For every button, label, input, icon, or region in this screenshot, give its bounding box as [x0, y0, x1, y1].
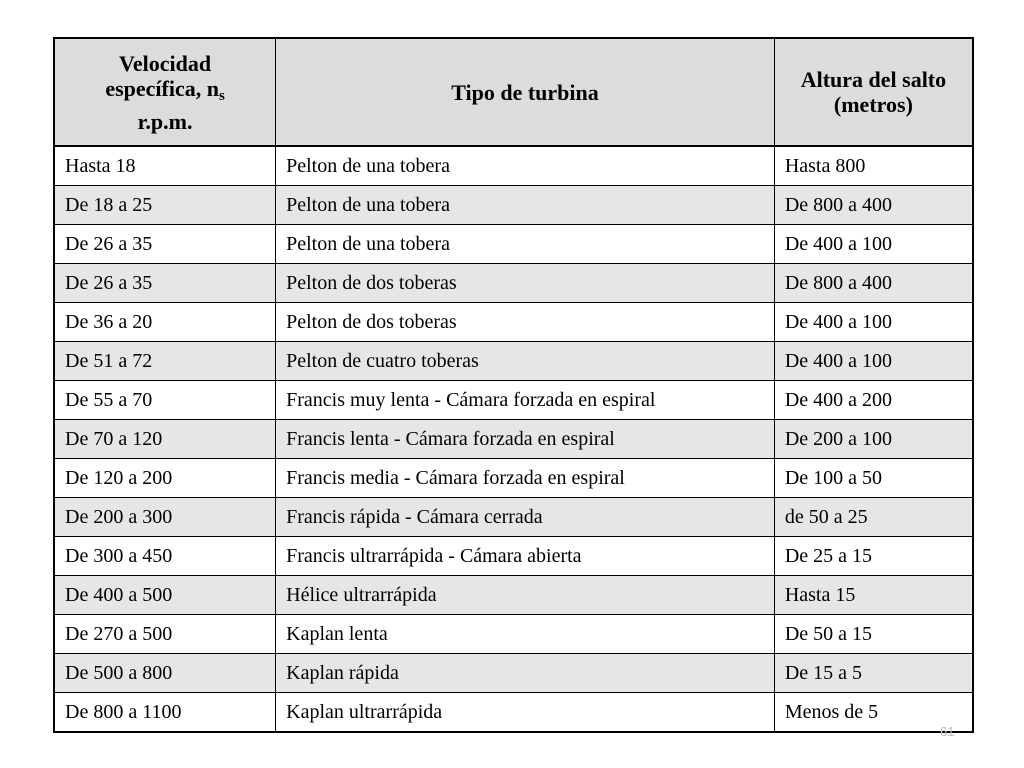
cell-turbine-type: Francis ultrarrápida - Cámara abierta — [276, 537, 775, 576]
cell-head-height: De 400 a 100 — [774, 225, 973, 264]
cell-head-height: Hasta 800 — [774, 146, 973, 186]
table-header — [54, 38, 973, 146]
table-row — [54, 615, 973, 654]
header-row — [54, 38, 973, 146]
cell-specific-speed: De 500 a 800 — [54, 654, 276, 693]
header-specific-speed — [54, 38, 276, 146]
cell-turbine-type: Kaplan ultrarrápida — [276, 693, 775, 733]
cell-head-height: De 15 a 5 — [774, 654, 973, 693]
header-specific-speed-line1: Velocidad — [119, 50, 212, 76]
table-row — [54, 576, 973, 615]
cell-turbine-type: Francis media - Cámara forzada en espiral — [276, 459, 775, 498]
header-head-height — [774, 38, 973, 146]
cell-head-height: Menos de 5 — [774, 693, 973, 733]
table-row — [54, 264, 973, 303]
cell-turbine-type: Pelton de una tobera — [276, 186, 775, 225]
cell-specific-speed: De 800 a 1100 — [54, 693, 276, 733]
cell-head-height: De 400 a 200 — [774, 381, 973, 420]
cell-turbine-type: Hélice ultrarrápida — [276, 576, 775, 615]
table-row — [54, 693, 973, 733]
cell-specific-speed: De 26 a 35 — [54, 264, 276, 303]
cell-specific-speed: De 270 a 500 — [54, 615, 276, 654]
cell-specific-speed: De 18 a 25 — [54, 186, 276, 225]
cell-head-height: De 200 a 100 — [774, 420, 973, 459]
cell-head-height: De 800 a 400 — [774, 186, 973, 225]
cell-head-height: De 400 a 100 — [774, 303, 973, 342]
cell-turbine-type: Francis lenta - Cámara forzada en espiral — [276, 420, 775, 459]
cell-turbine-type: Pelton de una tobera — [276, 225, 775, 264]
header-turbine-type-label: Tipo de turbina — [451, 79, 599, 105]
cell-specific-speed: De 36 a 20 — [54, 303, 276, 342]
header-turbine-type — [276, 38, 775, 146]
header-head-height-line1: Altura del salto — [800, 67, 947, 92]
table-row — [54, 146, 973, 186]
cell-turbine-type: Francis muy lenta - Cámara forzada en espiral — [276, 381, 775, 420]
table-row — [54, 381, 973, 420]
table-row — [54, 303, 973, 342]
cell-specific-speed: De 120 a 200 — [54, 459, 276, 498]
cell-specific-speed: De 300 a 450 — [54, 537, 276, 576]
turbine-table — [53, 37, 974, 733]
cell-turbine-type: Pelton de cuatro toberas — [276, 342, 775, 381]
cell-turbine-type: Pelton de dos toberas — [276, 264, 775, 303]
cell-head-height: De 100 a 50 — [774, 459, 973, 498]
cell-specific-speed: De 200 a 300 — [54, 498, 276, 537]
header-specific-speed-line3: r.p.m. — [137, 108, 193, 134]
cell-turbine-type: Kaplan rápida — [276, 654, 775, 693]
table-row — [54, 225, 973, 264]
cell-specific-speed: De 55 a 70 — [54, 381, 276, 420]
page-number: 61 — [940, 724, 955, 739]
table-body — [54, 146, 973, 732]
cell-specific-speed: De 70 a 120 — [54, 420, 276, 459]
table-row — [54, 342, 973, 381]
cell-specific-speed: De 400 a 500 — [54, 576, 276, 615]
cell-turbine-type: Pelton de dos toberas — [276, 303, 775, 342]
header-head-height-line2: (metros) — [833, 92, 913, 117]
cell-specific-speed: Hasta 18 — [54, 146, 276, 186]
cell-head-height: De 25 a 15 — [774, 537, 973, 576]
table-row — [54, 459, 973, 498]
header-specific-speed-line2: específica, n — [105, 75, 219, 101]
cell-specific-speed: De 51 a 72 — [54, 342, 276, 381]
cell-turbine-type: Francis rápida - Cámara cerrada — [276, 498, 775, 537]
table-row — [54, 498, 973, 537]
table-row — [54, 420, 973, 459]
header-specific-speed-subscript: s — [218, 87, 225, 104]
table-row — [54, 537, 973, 576]
table-row — [54, 654, 973, 693]
cell-turbine-type: Kaplan lenta — [276, 615, 775, 654]
cell-specific-speed: De 26 a 35 — [54, 225, 276, 264]
cell-head-height: De 400 a 100 — [774, 342, 973, 381]
cell-head-height: Hasta 15 — [774, 576, 973, 615]
cell-head-height: De 50 a 15 — [774, 615, 973, 654]
cell-turbine-type: Pelton de una tobera — [276, 146, 775, 186]
table-row — [54, 186, 973, 225]
cell-head-height: De 800 a 400 — [774, 264, 973, 303]
cell-head-height: de 50 a 25 — [774, 498, 973, 537]
